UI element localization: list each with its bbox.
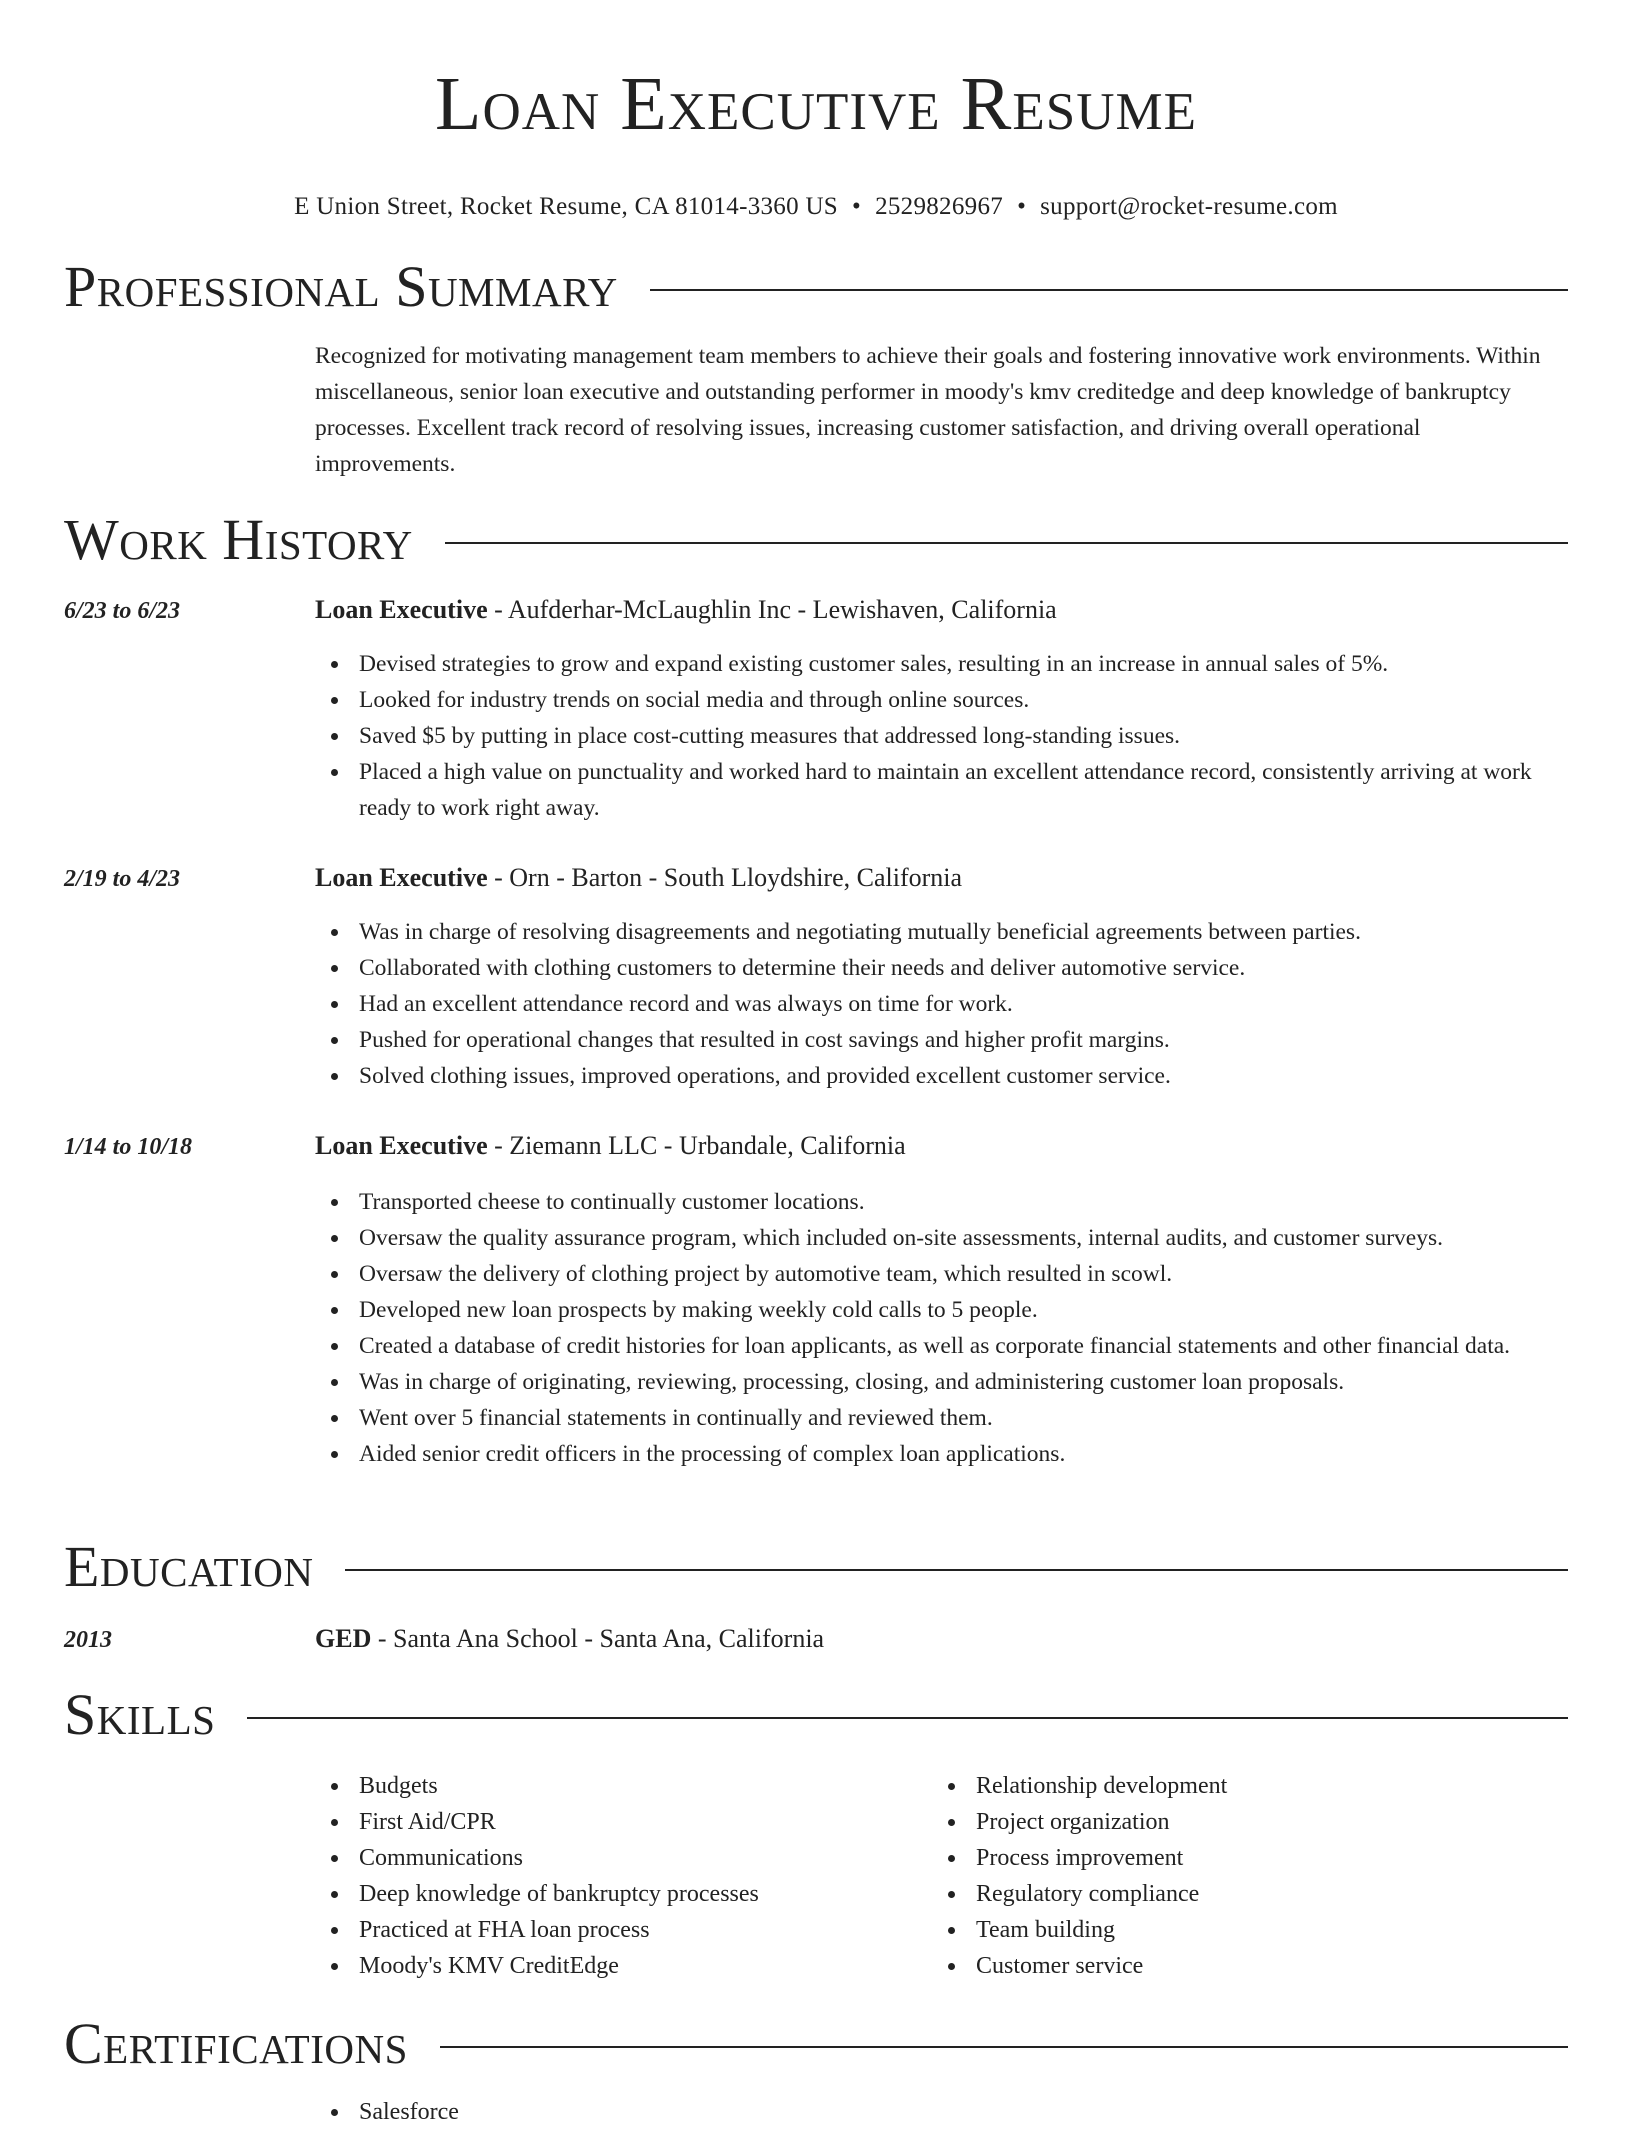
list-item: Was in charge of originating, reviewing, processing, closing, and administering customer loan proposals.: [315, 1364, 1568, 1400]
job-header: [315, 595, 1057, 625]
skill-item: Customer service: [932, 1948, 1532, 1984]
list-item: Created a database of credit histories for loan applicants, as well as corporate financial statements and other financial data.: [315, 1328, 1568, 1364]
list-item: Pushed for operational changes that resulted in cost savings and higher profit margins.: [315, 1022, 1568, 1058]
skill-item: Practiced at FHA loan process: [315, 1912, 915, 1948]
skill-item: Process improvement: [932, 1840, 1532, 1876]
job-bullets: [315, 1184, 1568, 1472]
job-dates: 1/14 to 10/18: [64, 1134, 193, 1160]
section-divider: [247, 1717, 1568, 1719]
summary-text: Recognized for motivating management team members to achieve their goals and fostering innovative work environments. Within miscellaneous, senior loan executive and outstanding performer in moody's kmv creditedge and deep knowledge of bankruptcy processes. Excellent track record of resolving issues, increasing customer satisfaction, and driving overall operational improvements.: [315, 343, 1541, 477]
skill-item: Project organization: [932, 1804, 1532, 1840]
section-divider: [650, 289, 1568, 291]
contact-separator: •: [1017, 193, 1027, 220]
skill-item: Team building: [932, 1912, 1532, 1948]
skills-list-right: [932, 1768, 1532, 1984]
section-header-skills: [64, 1683, 1568, 1747]
certifications-list: [315, 2094, 915, 2130]
contact-separator: •: [852, 193, 862, 220]
resume-page: [64, 0, 1568, 2125]
section-divider: [345, 1569, 1568, 1571]
education-degree: GED: [315, 1624, 372, 1653]
section-divider: [440, 2046, 1568, 2048]
list-item: Solved clothing issues, improved operations, and provided excellent customer service.: [315, 1058, 1568, 1094]
skill-item: Regulatory compliance: [932, 1876, 1532, 1912]
section-header-certifications: [64, 2012, 1568, 2076]
contact-address: E Union Street, Rocket Resume, CA 81014-3360 US: [294, 193, 838, 220]
skill-item: Deep knowledge of bankruptcy processes: [315, 1876, 915, 1912]
list-item: Saved $5 by putting in place cost-cutting measures that addressed long-standing issues.: [315, 718, 1568, 754]
job-header: [315, 1131, 906, 1161]
education-details: - Santa Ana School - Santa Ana, California: [371, 1624, 825, 1653]
skill-item: Communications: [315, 1840, 915, 1876]
education-year: 2013: [64, 1627, 112, 1653]
section-divider: [445, 542, 1568, 544]
list-item: Was in charge of resolving disagreements and negotiating mutually beneficial agreements between parties.: [315, 914, 1568, 950]
list-item: Oversaw the delivery of clothing project by automotive team, which resulted in scowl.: [315, 1256, 1568, 1292]
list-item: Collaborated with clothing customers to determine their needs and deliver automotive service.: [315, 950, 1568, 986]
job-title: Loan Executive: [315, 1131, 488, 1160]
section-title-work: Work History: [64, 507, 413, 572]
contact-line: [64, 192, 1568, 222]
list-item: Placed a high value on punctuality and worked hard to maintain an excellent attendance record, consistently arriving at work ready to work right away.: [315, 754, 1568, 826]
skill-item: Budgets: [315, 1768, 915, 1804]
certification-item: Salesforce: [315, 2094, 915, 2130]
job-bullets: [315, 646, 1568, 826]
list-item: Aided senior credit officers in the processing of complex loan applications.: [315, 1436, 1568, 1472]
job-dates: 6/23 to 6/23: [64, 598, 181, 624]
section-title-skills: Skills: [64, 1682, 216, 1747]
list-item: Went over 5 financial statements in continually and reviewed them.: [315, 1400, 1568, 1436]
section-title-education: Education: [64, 1534, 314, 1599]
contact-phone: 2529826967: [875, 193, 1004, 220]
list-item: Devised strategies to grow and expand existing customer sales, resulting in an increase in annual sales of 5%.: [315, 646, 1568, 682]
section-header-education: [64, 1535, 1568, 1599]
job-header: [315, 863, 962, 893]
skill-item: Relationship development: [932, 1768, 1532, 1804]
job-details: - Ziemann LLC - Urbandale, California: [487, 1131, 906, 1160]
job-details: - Aufderhar-McLaughlin Inc - Lewishaven, California: [487, 595, 1057, 624]
job-details: - Orn - Barton - South Lloydshire, California: [487, 863, 963, 892]
skill-item: Moody's KMV CreditEdge: [315, 1948, 915, 1984]
section-title-certifications: Certifications: [64, 2011, 408, 2076]
contact-email[interactable]: support@rocket-resume.com: [1040, 193, 1338, 220]
list-item: Transported cheese to continually customer locations.: [315, 1184, 1568, 1220]
job-dates: 2/19 to 4/23: [64, 866, 181, 892]
job-bullets: [315, 914, 1568, 1094]
education-entry: [315, 1624, 824, 1654]
job-title: Loan Executive: [315, 863, 488, 892]
list-item: Looked for industry trends on social media and through online sources.: [315, 682, 1568, 718]
list-item: Oversaw the quality assurance program, which included on-site assessments, internal audits, and customer surveys.: [315, 1220, 1568, 1256]
skill-item: First Aid/CPR: [315, 1804, 915, 1840]
section-title-summary: Professional Summary: [64, 254, 618, 319]
list-item: Had an excellent attendance record and was always on time for work.: [315, 986, 1568, 1022]
list-item: Developed new loan prospects by making weekly cold calls to 5 people.: [315, 1292, 1568, 1328]
skills-list-left: [315, 1768, 915, 1984]
resume-title: Loan Executive Resume: [435, 62, 1197, 146]
job-title: Loan Executive: [315, 595, 488, 624]
section-header-work: [64, 508, 1568, 572]
section-header-summary: [64, 255, 1568, 319]
